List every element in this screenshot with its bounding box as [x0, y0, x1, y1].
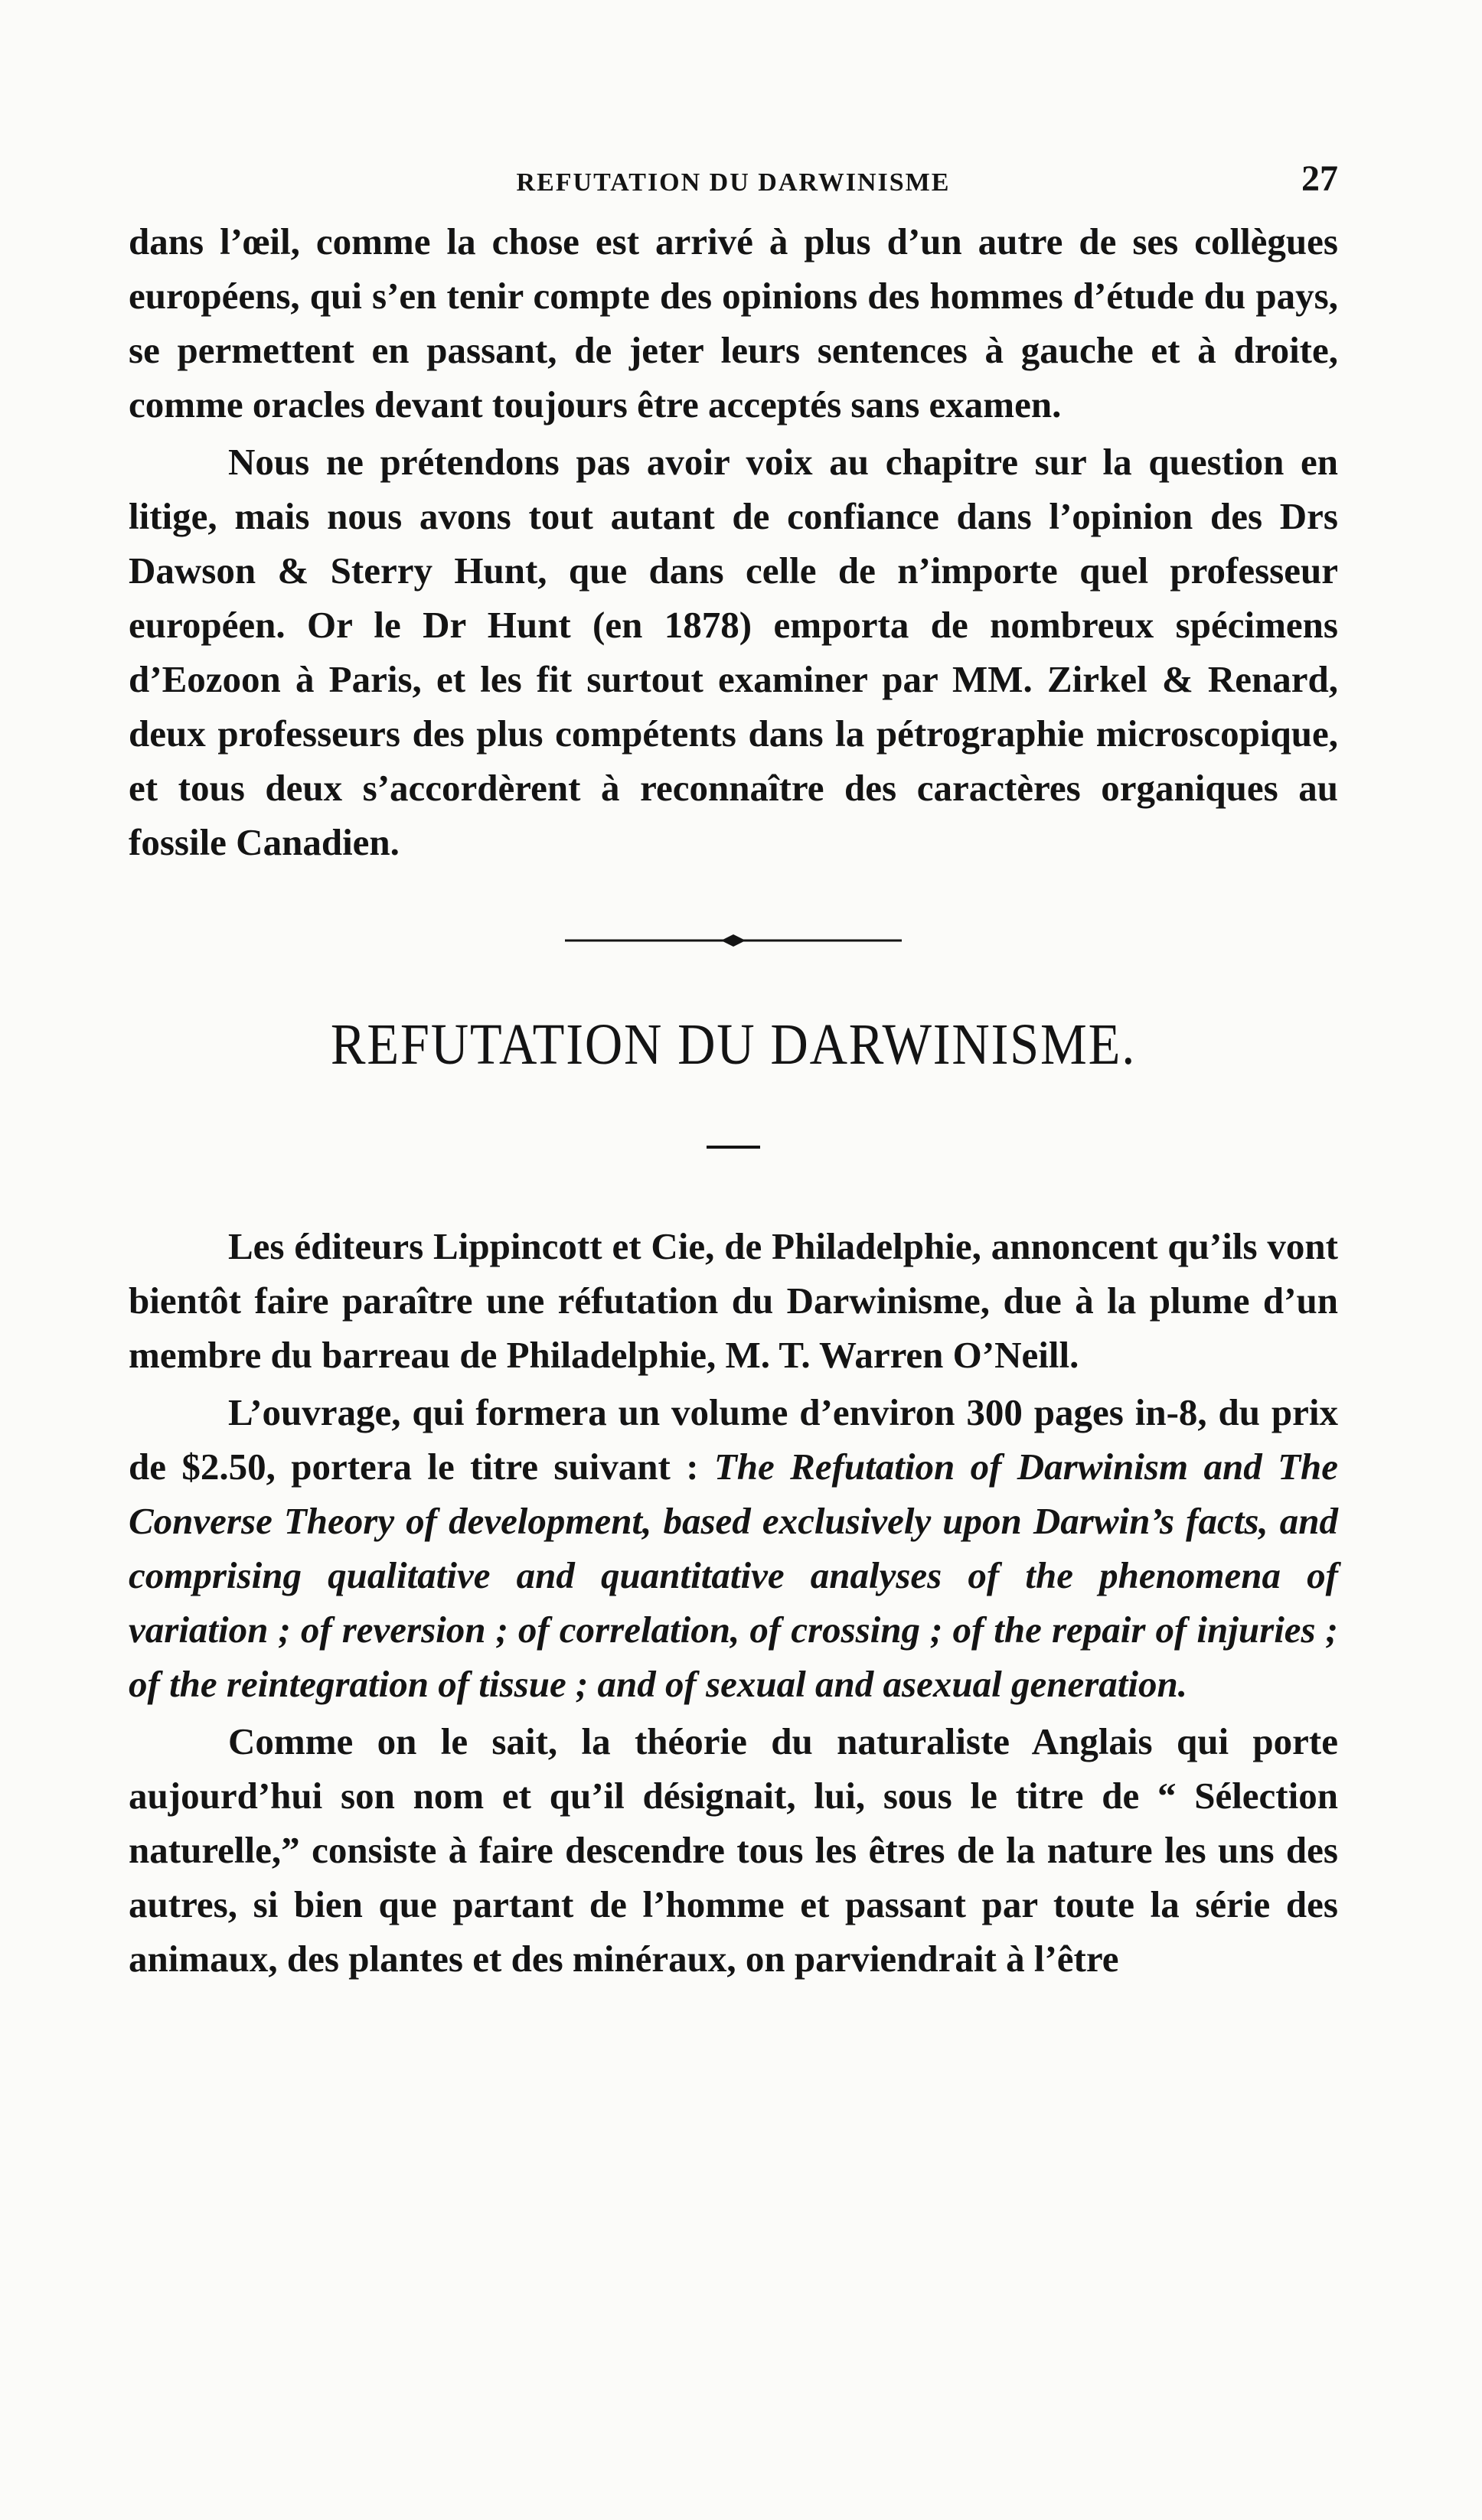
paragraph-book-title	[129, 1385, 1338, 1711]
paragraph-eozoon: Nous ne prétendons pas avoir voix au chapitre sur la question en litige, mais nous avons tout autant de confiance dans l’opinion des Drs Dawson & Sterry Hunt, que dans celle de n’importe quel professeur européen. Or le Dr Hunt (en 1878) emporta de nombreux spécimens d’Eozoon à Paris, et les fit surtout examiner par MM. Zirkel & Renard, deux professeurs des plus compétents dans la pétrographie microscopique, et tous deux s’accordèrent à reconnaître des caractères organiques au fossile Canadien.	[129, 441, 1338, 863]
paragraph-publishers: Les éditeurs Lippincott et Cie, de Philadelphie, annoncent qu’ils vont bientôt faire paraître une réfutation du Darwinisme, due à la plume d’un membre du barreau de Philadelphie, M. T. Warren O’Neill.	[129, 1225, 1338, 1376]
running-head	[129, 153, 1338, 214]
running-title: REFUTATION DU DARWINISME	[516, 168, 951, 197]
paragraph-continuation: dans l’œil, comme la chose est arrivé à plus d’un autre de ses collègues européens, qui s’en tenir compte des opinions des hommes d’étude du pays, se permettent en passant, de jeter leurs sentences à gauche et à droite, comme oracles devant toujours être acceptés sans examen.	[129, 220, 1338, 425]
book-page	[129, 153, 1338, 1986]
paragraph-theory: Comme on le sait, la théorie du naturaliste Anglais qui porte aujourd’hui son nom et qu’il désignait, lui, sous le titre de “ Sélection naturelle,” consiste à faire descendre tous les êtres de la nature les uns des autres, si bien que partant de l’homme et passant par toute la série des animaux, des plantes et des minéraux, on parviendrait à l’être	[129, 1720, 1338, 1980]
book-intro: L’ouvrage, qui formera un volume d’environ 300 pages in-8, du prix de $2.50, portera le titre suivant :	[129, 1391, 1338, 1488]
page-number: 27	[1301, 158, 1338, 199]
section-title: REFUTATION DU DARWINISME.	[330, 1012, 1137, 1077]
ornament-divider	[565, 929, 902, 952]
book-title-italic: The Refutation of Darwinism and The Converse Theory of development, based exclusively upon Darwin’s facts, and comprising qualitative and quantitative analyses of the phenomena of variation ; of reversion ; of correlation, of crossing ; of the repair of injuries ; of the reintegration of tissue ; and of sexual and asexual generation.	[129, 1446, 1338, 1705]
title-rule	[707, 1146, 760, 1149]
